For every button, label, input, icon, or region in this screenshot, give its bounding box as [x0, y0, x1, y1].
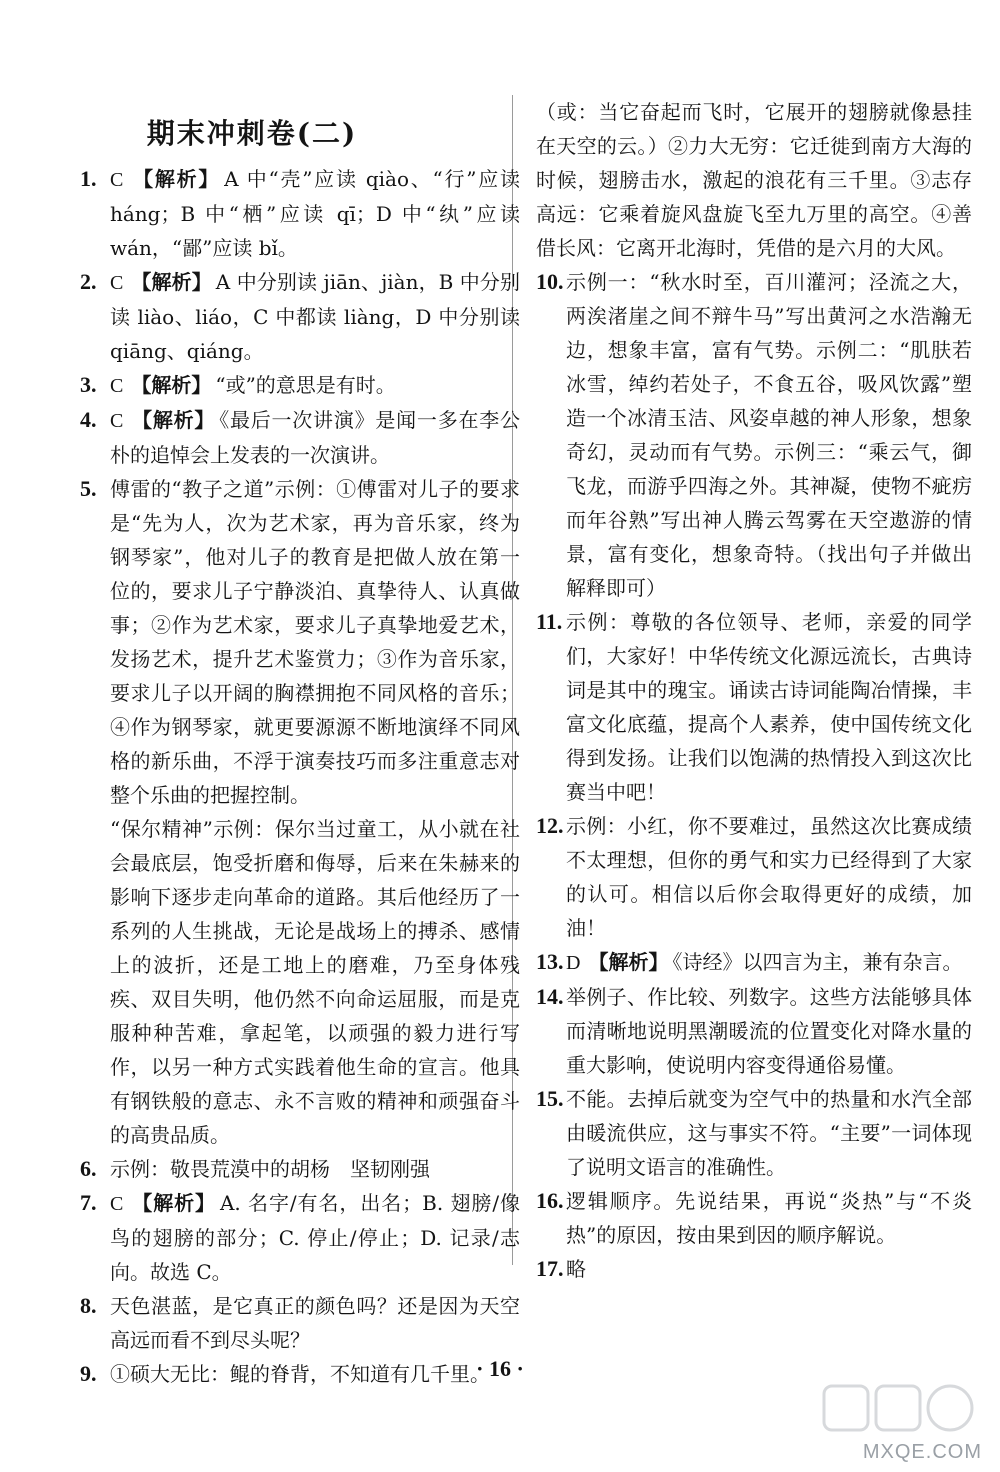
analysis-tag: 【解析】 — [588, 950, 669, 974]
choice-answer: C — [110, 410, 124, 432]
item-number: 11. — [536, 609, 563, 634]
choice-answer: C — [110, 272, 124, 294]
item-text: 举例子、作比较、列数字。这些方法能够具体而清晰地说明黑潮暖流的位置变化对降水量的重大影响，使说明内容变得通俗易懂。 — [566, 985, 972, 1077]
item-number: 9. — [80, 1361, 97, 1386]
choice-answer: C — [110, 1193, 124, 1215]
item-body — [566, 1252, 972, 1286]
item-text: ①硕大无比：鲲的脊背，不知道有几千里。 — [110, 1362, 490, 1386]
item-body — [110, 265, 520, 368]
answer-item — [80, 472, 520, 1152]
item-body — [110, 368, 520, 403]
item-number: 15. — [536, 1086, 564, 1111]
item-body — [110, 1289, 520, 1357]
answer-item — [536, 1082, 972, 1184]
right-column — [536, 95, 972, 1286]
item-text: 示例：小红，你不要难过，虽然这次比赛成绩不太理想，但你的勇气和实力已经得到了大家的认可。相信以后你会取得更好的成绩，加油！ — [566, 814, 972, 940]
continued-answer-9: （或：当它奋起而飞时，它展开的翅膀就像悬挂在天空的云。）②力大无穷：它迁徙到南方大海的时候，翅膀击水，激起的浪花有三千里。③志存高远：它乘着旋风盘旋飞至九万里的高空。④善借长风：它离开北海时，凭借的是六月的大风。 — [536, 100, 972, 260]
item-number: 3. — [80, 372, 97, 397]
answer-item — [536, 265, 972, 605]
left-column — [80, 162, 520, 1391]
item-text: 《诗经》以四言为主，兼有杂言。 — [672, 950, 963, 974]
answer-item — [536, 1184, 972, 1252]
choice-answer: C — [110, 169, 124, 191]
answer-item — [536, 605, 972, 809]
answer-item — [536, 945, 972, 980]
choice-answer: D — [566, 952, 581, 974]
analysis-tag: 【解析】 — [131, 1191, 216, 1215]
analysis-tag: 【解析】 — [131, 167, 221, 191]
item-text: A 中“壳”应读 qiào、“行”应读 háng；B 中“栖”应读 qī；D 中“纨”应读 wán，“鄙”应读 bǐ。 — [110, 167, 520, 260]
item-text: 示例一：“秋水时至，百川灌河；泾流之大，两涘渚崖之间不辩牛马”写出黄河之水浩瀚无边，想象丰富，富有气势。示例二：“肌肤若冰雪，绰约若处子，不食五谷，吸风饮露”塑造一个冰清玉洁、风姿卓越的神人形象，想象奇幻，灵动而有气势。示例三：“乘云气，御飞龙，而游乎四海之外。其神凝，使物不疵疠而年谷熟”写出神人腾云驾雾在天空遨游的情景，富有变化，想象奇特。（找出句子并做出解释即可） — [566, 270, 972, 600]
item-number: 2. — [80, 269, 97, 294]
item-number: 6. — [80, 1156, 97, 1181]
item-number: 14. — [536, 984, 564, 1009]
answer-item — [536, 809, 972, 945]
answer-item — [80, 162, 520, 265]
item-number: 17. — [536, 1256, 564, 1281]
item-text: 傅雷的“教子之道”示例：①傅雷对儿子的要求是“先为人，次为艺术家，再为音乐家，终为钢琴家”，他对儿子的教育是把做人放在第一位的，要求儿子宁静淡泊、真挚待人、认真做事；②作为艺术家，要求儿子真挚地爱艺术，发扬艺术，提升艺术鉴赏力；③作为音乐家，要求儿子以开阔的胸襟拥抱不同风格的音乐；④作为钢琴家，就更要源源不断地演绎不同风格的新乐曲，不浮于演奏技巧而多注重意志对整个乐曲的把握控制。 — [110, 477, 520, 807]
page-title: 期末冲刺卷(二) — [146, 117, 358, 150]
answer-item — [80, 1152, 520, 1186]
item-body — [110, 472, 520, 1152]
item-number: 12. — [536, 813, 564, 838]
analysis-tag: 【解析】 — [131, 373, 212, 397]
item-body — [110, 1186, 520, 1289]
item-body — [566, 605, 972, 809]
item-body — [566, 1082, 972, 1184]
item-body — [110, 162, 520, 265]
watermark-text: MXQE.COM — [862, 1441, 982, 1463]
analysis-tag: 【解析】 — [131, 408, 216, 432]
answer-item — [80, 1289, 520, 1357]
item-number: 5. — [80, 476, 97, 501]
item-text: 逻辑顺序。先说结果，再说“炎热”与“不炎热”的原因，按由果到因的顺序解说。 — [566, 1189, 972, 1247]
item-text: A 中分别读 jiān、jiàn，B 中分别读 liào、liáo，C 中都读 liàng，D 中分别读 qiāng、qiáng。 — [110, 270, 520, 363]
item-number: 1. — [80, 166, 97, 191]
item-number: 8. — [80, 1293, 97, 1318]
item-number: 10. — [536, 269, 564, 294]
item-text: 略 — [566, 1257, 586, 1281]
item-text: 天色湛蓝，是它真正的颜色吗？还是因为天空高远而看不到尽头呢？ — [110, 1294, 520, 1352]
item-body — [566, 809, 972, 945]
item-text: 不能。去掉后就变为空气中的热量和水汽全部由暖流供应，这与事实不符。“主要”一词体现了说明文语言的准确性。 — [566, 1087, 972, 1179]
item-text: 《最后一次讲演》是闻一多在李公朴的追悼会上发表的一次演讲。 — [110, 408, 521, 467]
item-body — [566, 945, 972, 980]
item-body — [110, 1152, 520, 1186]
answer-item — [536, 1252, 972, 1286]
item-text: “或”的意思是有时。 — [215, 373, 396, 397]
item-number: 13. — [536, 949, 564, 974]
item-text: 示例：尊敬的各位领导、老师，亲爱的同学们，大家好！中华传统文化源远流长，古典诗词是其中的瑰宝。诵读古诗词能陶冶情操，丰富文化底蕴，提高个人素养，使中国传统文化得到发扬。让我们以饱满的热情投入到这次比赛当中吧！ — [566, 610, 972, 804]
item-text: 示例：敬畏荒漠中的胡杨 坚韧刚强 — [110, 1157, 430, 1181]
answer-item — [536, 980, 972, 1082]
item-extra-paragraph: “保尔精神”示例：保尔当过童工，从小就在社会最底层，饱受折磨和侮辱，后来在朱赫来的影响下逐步走向革命的道路。其后他经历了一系列的人生挑战，无论是战场上的搏杀、感情上的波折，还是工地上的磨难，乃至身体残疾、双目失明，他仍然不向命运屈服，而是克服种种苦难，拿起笔，以顽强的毅力进行写作，以另一种方式实践着他生命的宣言。他具有钢铁般的意志、永不言败的精神和顽强奋斗的高贵品质。 — [110, 817, 520, 1147]
page-number: · 16 · — [476, 1356, 524, 1381]
choice-answer: C — [110, 375, 124, 397]
item-text: A. 名字/有名，出名；B. 翅膀/像鸟的翅膀的部分；C. 停止/停止；D. 记录/志向。故选 C。 — [110, 1191, 521, 1284]
answer-item — [80, 403, 520, 472]
analysis-tag: 【解析】 — [131, 270, 212, 294]
item-number: 4. — [80, 407, 97, 432]
item-body — [566, 980, 972, 1082]
answer-item — [80, 368, 520, 403]
item-body — [110, 403, 520, 472]
item-number: 16. — [536, 1188, 564, 1213]
item-number: 7. — [80, 1190, 97, 1215]
answer-item — [80, 265, 520, 368]
item-body — [566, 1184, 972, 1252]
right-answer-list — [536, 265, 972, 1286]
answer-item — [80, 1186, 520, 1289]
item-body — [566, 265, 972, 605]
